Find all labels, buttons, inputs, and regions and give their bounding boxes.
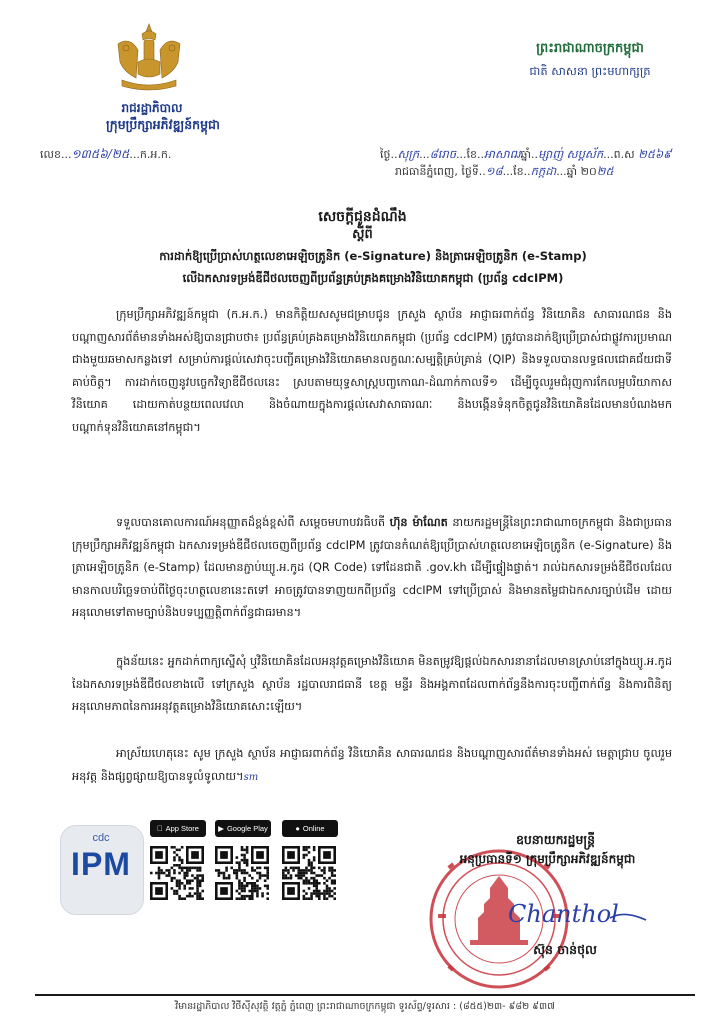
lunar-zodiac: ម្សាញ់ xyxy=(538,147,564,161)
apple-icon xyxy=(157,824,163,833)
para2-post: នាយករដ្ឋមន្ត្រីនៃព្រះរាជាណាចក្រកម្ពុជា និងជាប្រធានក្រុមប្រឹក្សាអភិវឌ្ឍន៍កម្ពុជា ឯកសារទម្រង់ឌីជីថលចេញពីប្រព័ន្ធ cdcIPM ត្រូវបានកំណត់ឱ្យប្រើប្រាស់ហត្ថលេខាអេឡិចត្រូនិក (e-Signature) និងត្រាអេឡិចត្រូនិក (e-Stamp) ដែលមានភ្ជាប់ឃ្យូ.អ.កូដ (QR Code) ទៅដែនជាតិ .gov.kh ដើម្បីផ្ទៀងផ្ទាត់។ រាល់ឯកសារទម្រង់ឌីជីថលដែលមានកាលបរិច្ឆេទចាប់ពីថ្ងៃចុះហត្ថលេខានេះតទៅ អាចត្រូវបានទាញយកពីប្រព័ន្ធ cdcIPM ទៅប្រើប្រាស់ និងមានតម្លៃជាឯកសារច្បាប់ដើម ដោយអនុលោមទៅតាមច្បាប់និងបទប្បញ្ញត្តិពាក់ព័ន្ធជាធរមាន។ xyxy=(72,516,672,620)
gregorian-date xyxy=(395,164,614,181)
app-store-label: App Store xyxy=(162,824,197,833)
para3-text: ក្នុងន័យនេះ អ្នកដាក់ពាក្យស្នើសុំ ឬវិនិយោគិនដែលអនុវត្តគម្រោងវិនិយោគ មិនតម្រូវឱ្យផ្តល់ឯកសារនានាដែលមានស្រាប់នៅក្នុងឃ្យូ.អ.កូដ នៃឯកសារទម្រង់ឌីជីថលខាងលើ ទៅក្រសួង ស្ថាប័ន រដ្ឋបាលរាជធានី ខេត្ត មន្ទីរ និងអង្គភាពដែលពាក់ព័ន្ធនឹងការចុះបញ្ជីពាក់ព័ន្ធ និងការពិនិត្យអនុលោមភាពនៃការអនុវត្តគម្រោងវិនិយោគសោះឡើយ។ xyxy=(72,655,672,714)
ref-prefix: លេខ... xyxy=(40,148,72,161)
lunar-year-label: ឆ្នាំ.. xyxy=(520,148,538,161)
google-play-label: Google Play xyxy=(226,824,268,833)
signatory-role-2: អនុប្រធានទី១ ក្រុមប្រឹក្សាអភិវឌ្ឍន៍កម្ពុជា xyxy=(459,852,636,866)
lunar-date xyxy=(380,147,671,164)
ref-suffix: ...ក.អ.ក. xyxy=(129,148,172,161)
city-day-label: រាជធានីភ្នំពេញ, ថ្ងៃទី.. xyxy=(395,165,486,178)
prime-minister-name: ហ៊ុន ម៉ាណែត xyxy=(389,516,448,529)
lunar-day-label: ថ្ងៃ.. xyxy=(380,148,398,161)
signature-glyphs: Chanthol xyxy=(508,900,619,928)
online-label: Online xyxy=(302,824,325,833)
para1-text: ក្រុមប្រឹក្សាអភិវឌ្ឍន៍កម្ពុជា (ក.អ.ក.) មានកិត្តិយសសូមជម្រាបជូន ក្រសួង ស្ថាប័ន អាជ្ញាធរពាក់ព័ន្ធ វិនិយោគិន សាធារណជន និងបណ្តាញសារព័ត៌មានទាំងអស់ឱ្យបានជ្រាបថា៖ ប្រព័ន្ធគ្រប់គ្រងគម្រោងវិនិយោគកម្ពុជា (ប្រព័ន្ធ cdcIPM) ត្រូវបានដាក់ឱ្យប្រើប្រាស់ជាផ្លូវការប្រមាណជាងមួយឆមាសកន្លងទៅ សម្រាប់ការផ្តល់សេវាចុះបញ្ជីគម្រោងវិនិយោគមានលក្ខណៈសម្បត្តិគ្រប់គ្រាន់ (QIP) និងទទួលបានលទ្ធផលជោគជ័យជាទីគាប់ចិត្ត។ ការដាក់ចេញនូវបច្ចេកវិទ្យាឌីជីថលនេះ ស្របតាមយុទ្ធសាស្ត្របញ្ចកោណ-ដំណាក់កាលទី១ ដើម្បីចូលរួមជំរុញការកែលម្អបរិយាកាសវិនិយោគ ដោយកាត់បន្ថយពេលវេលា និងចំណាយក្នុងការផ្តល់សេវាសាធារណៈ និងបង្កើនទំនុកចិត្តជូនវិនិយោគិនដែលមានបំណងមកបណ្តាក់ទុនវិនិយោគនៅកម្ពុជា។ xyxy=(72,308,672,434)
subject-line-2: លើឯកសារទម្រង់ឌីជីថលចេញពីប្រព័ន្ធគ្រប់គ្រងគម្រោងវិនិយោគកម្ពុជា (ប្រព័ន្ធ cdcIPM) xyxy=(182,271,564,285)
body-paragraph-2 xyxy=(72,512,672,625)
footer-divider xyxy=(35,994,695,996)
ipm-logo-text: IPM xyxy=(71,846,131,882)
greg-year: ២៥ xyxy=(596,164,614,178)
lunar-day: ៨រោច xyxy=(429,147,457,161)
initials-mark: sm xyxy=(243,771,259,783)
lunar-weekday: សុក្រ xyxy=(397,147,420,161)
ministry-name: រាជរដ្ឋាភិបាល xyxy=(121,101,183,115)
body-paragraph-4 xyxy=(72,743,672,789)
body-paragraph-3 xyxy=(72,651,672,719)
lunar-cycle: សប្តស័ក xyxy=(566,147,604,161)
document-subtitle: ស្តីពី xyxy=(352,227,373,242)
signatory-role-1: ឧបនាយករដ្ឋមន្ត្រី xyxy=(515,832,596,847)
online-badge[interactable] xyxy=(282,820,338,837)
greg-year-label: ...ឆ្នាំ ២០ xyxy=(556,165,597,178)
buddhist-era-label: ...ព.ស xyxy=(603,148,639,161)
globe-icon: ● xyxy=(295,824,300,833)
qr-code-online[interactable] xyxy=(282,846,336,900)
document-title: សេចក្តីជូនដំណឹង xyxy=(318,209,407,225)
para2-pre: ទទួលបានគោលការណ៍អនុញ្ញាតដ៏ខ្ពង់ខ្ពស់ពី សម្តេចមហាបវរធិបតី xyxy=(116,516,390,529)
cdc-logo-text: cdc xyxy=(92,832,110,844)
qr-code-google-play[interactable] xyxy=(215,846,269,900)
body-paragraph-1 xyxy=(72,304,672,440)
play-icon: ▶ xyxy=(218,824,224,833)
greg-day: ១៨ xyxy=(485,164,503,178)
royal-coat-of-arms-icon xyxy=(108,22,190,94)
qr-code-app-store[interactable] xyxy=(150,846,204,900)
lunar-month: អាសាឍ xyxy=(484,147,521,161)
para4-text: អាស្រ័យហេតុនេះ សូម ក្រសួង ស្ថាប័ន អាជ្ញាធរពាក់ព័ន្ធ វិនិយោគិន សាធារណជន និងបណ្តាញសារព័ត៌មានទាំងអស់ មេត្តាជ្រាប ចូលរួមអនុវត្ត និងផ្សព្វផ្សាយឱ្យបានទូលំទូលាយ។ xyxy=(72,747,672,783)
greg-month: កក្កដា xyxy=(530,164,557,178)
google-play-badge[interactable] xyxy=(215,820,271,837)
signatory-name: ស៊ុន ចាន់ថុល xyxy=(533,942,597,957)
lunar-month-label: ...ខែ.. xyxy=(456,148,485,161)
buddhist-era-year: ២៥៦៩ xyxy=(638,147,672,161)
national-motto: ជាតិ សាសនា ព្រះមហាក្សត្រ xyxy=(529,64,651,78)
footer-address: វិមានរដ្ឋាភិបាល វិថីស៊ីសុវត្ថិ វត្តភ្នំ ភ្នំពេញ ព្រះរាជាណាចក្រកម្ពុជា ទូរស័ព្ទ/ទូរសារ : (៨៥៥)២៣- ៩៨២ ៩៣៧ xyxy=(175,1001,555,1012)
handwritten-signature xyxy=(500,890,650,940)
greg-month-label: ...ខែ.. xyxy=(502,165,531,178)
council-name: ក្រុមប្រឹក្សាអភិវឌ្ឍន៍កម្ពុជា xyxy=(106,117,220,132)
ref-number: ១៣៥៦/២៥ xyxy=(71,147,130,161)
lunar-sep: ... xyxy=(419,148,430,161)
kingdom-heading: ព្រះរាជាណាចក្រកម្ពុជា xyxy=(536,41,644,56)
subject-line-1: ការដាក់ឱ្យប្រើប្រាស់ហត្ថលេខាអេឡិចត្រូនិក (e-Signature) និងត្រាអេឡិចត្រូនិក (e-Stamp) xyxy=(159,249,587,263)
reference-number xyxy=(40,146,171,164)
app-store-badge[interactable] xyxy=(150,820,206,837)
